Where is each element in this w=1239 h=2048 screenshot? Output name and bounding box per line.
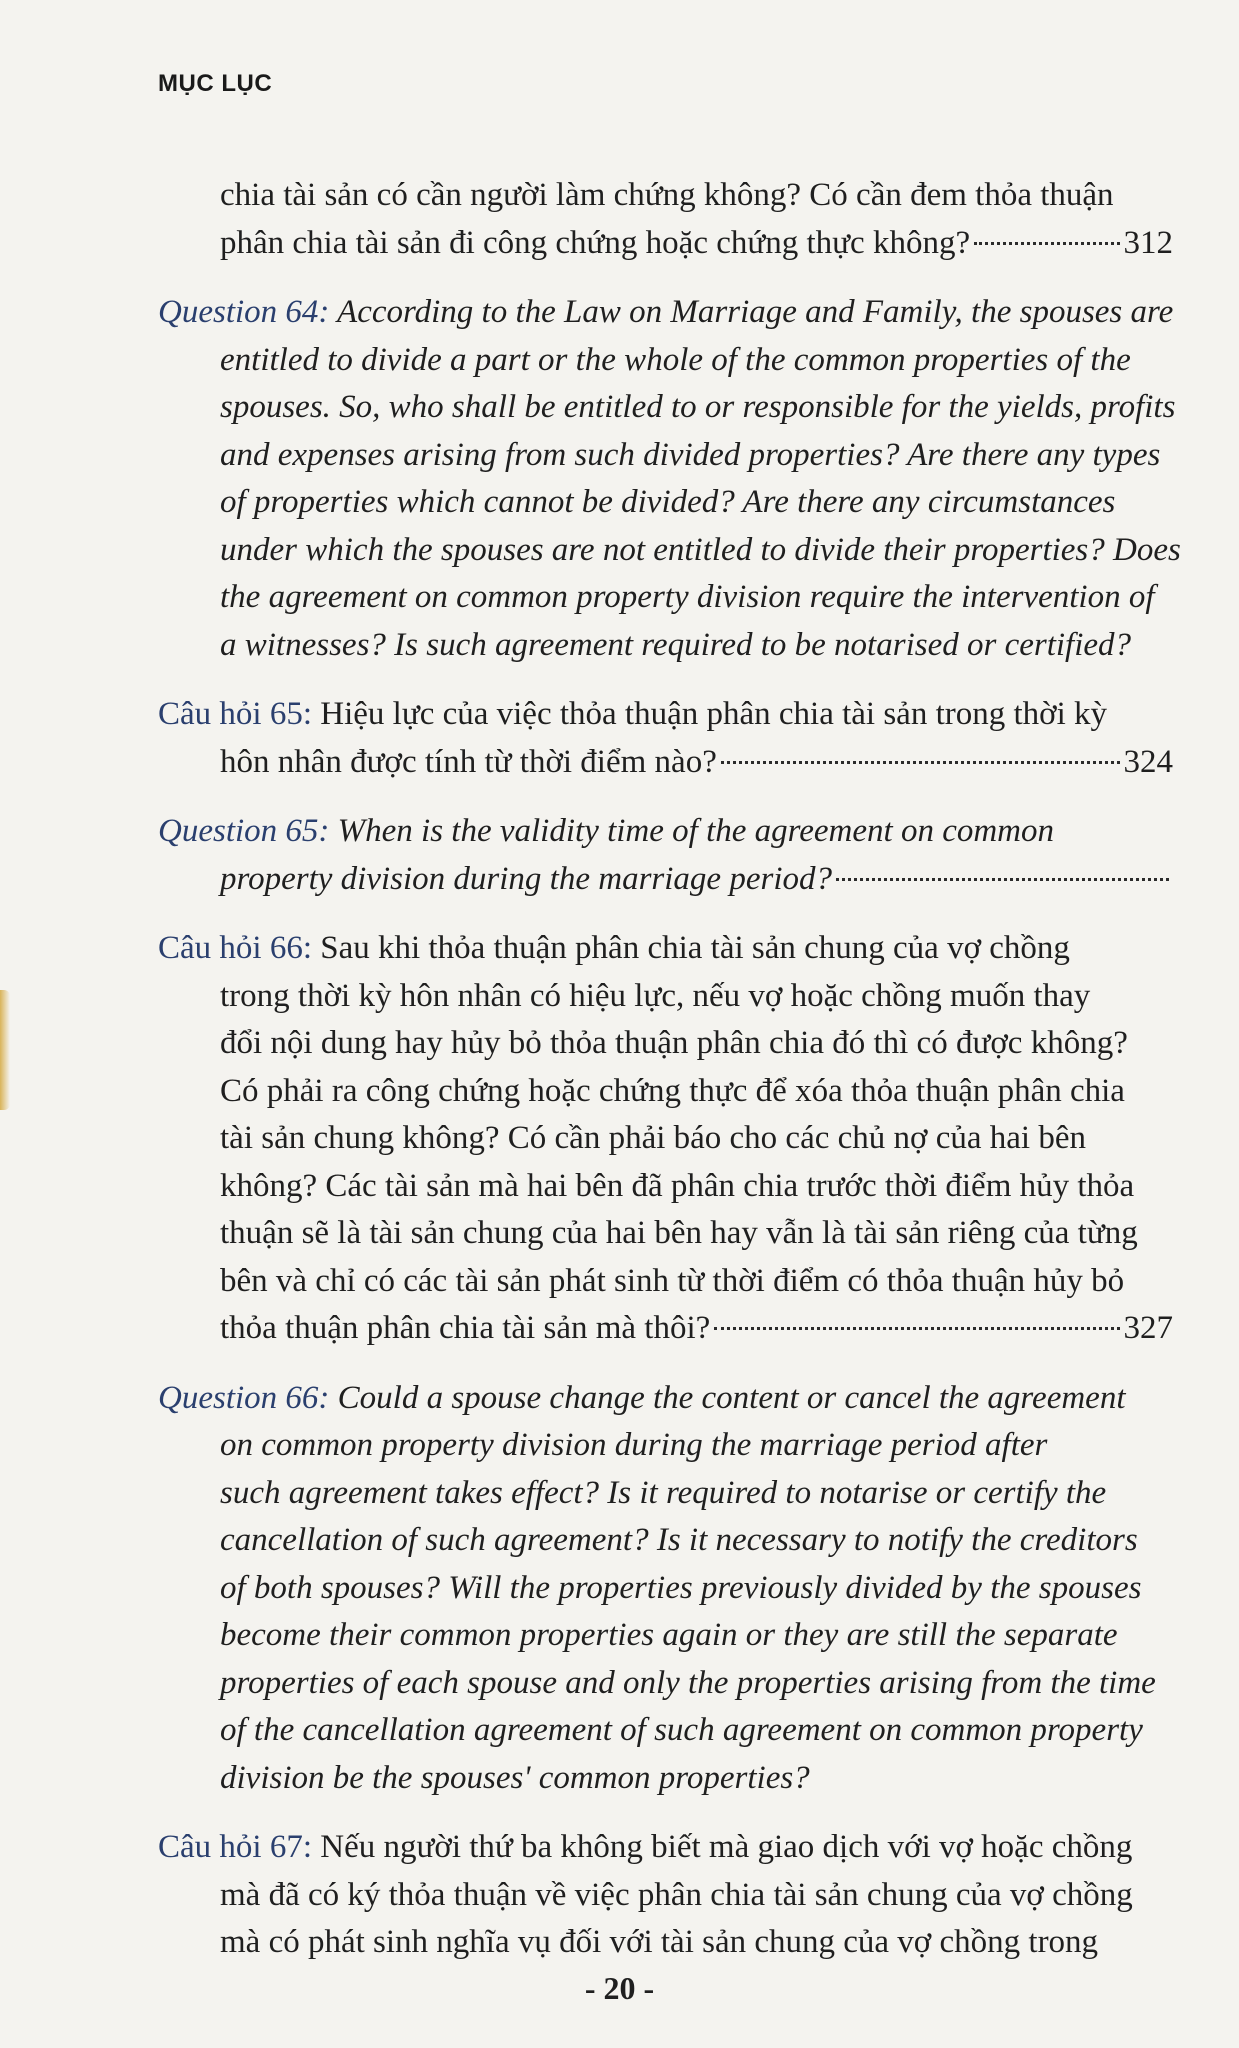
toc-page-number: 327 — [1123, 1310, 1173, 1346]
toc-line-text: such agreement takes effect? Is it required to notarise or certify the — [220, 1474, 1107, 1511]
toc-line-text: property division during the marriage period? — [220, 860, 832, 897]
toc-line — [220, 622, 1173, 670]
toc-page-number: 312 — [1123, 224, 1173, 261]
toc-line-text: on common property division during the marriage period after — [220, 1427, 1048, 1463]
dot-leader — [836, 878, 1169, 881]
toc-line — [158, 691, 1173, 739]
toc-entry-vietnamese — [158, 925, 1173, 1353]
dot-leader — [721, 761, 1120, 764]
toc-line — [158, 925, 1173, 973]
toc-line — [158, 289, 1174, 337]
toc-line — [220, 1305, 1173, 1353]
table-of-contents — [158, 172, 1181, 1989]
toc-line-text: hôn nhân được tính từ thời điểm nào? — [220, 743, 717, 780]
page-edge-tint — [0, 990, 10, 1110]
toc-line-text: of both spouses? Will the properties previously divided by the spouses — [220, 1569, 1142, 1606]
toc-line-text: According to the Law on Marriage and Family, the spouses are — [329, 294, 1174, 330]
toc-line-text: the agreement on common property division require the intervention of — [220, 579, 1155, 615]
toc-line-text: Có phải ra công chứng hoặc chứng thực để xóa thỏa thuận phân chia — [220, 1072, 1125, 1109]
toc-line-text: mà có phát sinh nghĩa vụ đối với tài sản chung của vợ chồng trong — [220, 1924, 1099, 1960]
toc-line — [220, 220, 1173, 268]
toc-line — [220, 1612, 1173, 1660]
toc-line-text: Sau khi thỏa thuận phân chia tài sản chung của vợ chồng — [312, 930, 1070, 966]
toc-line-text: become their common properties again or they are still the separate — [220, 1617, 1118, 1653]
toc-line — [220, 739, 1173, 787]
toc-line — [220, 1115, 1173, 1163]
toc-line-text: thỏa thuận phân chia tài sản mà thôi? — [220, 1310, 711, 1346]
toc-line — [220, 1210, 1173, 1258]
toc-line — [220, 574, 1173, 622]
toc-line-text: a witnesses? Is such agreement required to be notarised or certified? — [220, 626, 1132, 663]
toc-line-text: tài sản chung không? Có cần phải báo cho các chủ nợ của hai bên — [220, 1120, 1086, 1156]
question-label: Câu hỏi 65: — [158, 696, 312, 732]
toc-line-text: When is the validity time of the agreement on common — [329, 813, 1055, 849]
toc-entry-english — [158, 1375, 1173, 1803]
toc-line-text: bên và chỉ có các tài sản phát sinh từ thời điểm có thỏa thuận hủy bỏ — [220, 1262, 1125, 1299]
toc-line — [220, 1565, 1173, 1613]
toc-entry-english — [158, 808, 1173, 903]
toc-line — [220, 1422, 1173, 1470]
dot-leader — [714, 1327, 1119, 1330]
toc-line-text: spouses. So, who shall be entitled to or responsible for the yields, profits — [220, 389, 1176, 425]
toc-line-text: chia tài sản có cần người làm chứng không? Có cần đem thỏa thuận — [220, 177, 1114, 213]
toc-line-text: under which the spouses are not entitled to divide their properties? Does — [220, 531, 1181, 568]
question-label: Question 64: — [158, 294, 330, 330]
toc-line — [220, 1755, 1173, 1803]
toc-line — [220, 384, 1176, 432]
toc-line — [220, 856, 1173, 904]
toc-line — [220, 479, 1173, 527]
toc-line-text: Nếu người thứ ba không biết mà giao dịch với vợ hoặc chồng — [312, 1829, 1133, 1865]
toc-line — [158, 1375, 1173, 1423]
toc-line — [220, 527, 1181, 575]
toc-line — [220, 1872, 1173, 1920]
toc-line — [220, 973, 1173, 1021]
dot-leader — [974, 242, 1119, 245]
toc-line-text: properties of each spouse and only the properties arising from the time — [220, 1664, 1156, 1701]
question-label: Câu hỏi 66: — [158, 930, 312, 966]
toc-line — [220, 1163, 1173, 1211]
toc-line — [220, 1919, 1173, 1967]
page-number: - 20 - — [584, 1970, 655, 2006]
toc-line-text: of the cancellation agreement of such agreement on common property — [220, 1712, 1143, 1748]
toc-line-text: đổi nội dung hay hủy bỏ thỏa thuận phân chia đó thì có được không? — [220, 1025, 1128, 1061]
toc-line — [158, 1824, 1173, 1872]
toc-line-text: of properties which cannot be divided? Are there any circumstances — [220, 484, 1116, 520]
toc-line-text: thuận sẽ là tài sản chung của hai bên hay vẫn là tài sản riêng của từng — [220, 1215, 1138, 1251]
toc-line — [220, 1068, 1173, 1116]
toc-line-text: and expenses arising from such divided properties? Are there any types — [220, 436, 1161, 473]
toc-entry-vietnamese — [158, 172, 1173, 267]
toc-line-text: Could a spouse change the content or cancel the agreement — [329, 1379, 1126, 1416]
toc-line — [220, 337, 1173, 385]
running-header: MỤC LỤC — [158, 70, 273, 97]
toc-line — [220, 432, 1173, 480]
toc-line — [158, 808, 1173, 856]
toc-line-text: trong thời kỳ hôn nhân có hiệu lực, nếu vợ hoặc chồng muốn thay — [220, 977, 1091, 1014]
toc-line — [220, 1258, 1173, 1306]
toc-line-text: entitled to divide a part or the whole of the common properties of the — [220, 341, 1131, 378]
toc-line — [220, 1020, 1173, 1068]
question-label: Câu hỏi 67: — [158, 1829, 312, 1865]
toc-line-text: cancellation of such agreement? Is it necessary to notify the creditors — [220, 1522, 1138, 1558]
toc-line — [220, 1660, 1173, 1708]
question-label: Question 65: — [158, 813, 330, 849]
toc-line-text: mà đã có ký thỏa thuận về việc phân chia tài sản chung của vợ chồng — [220, 1876, 1133, 1913]
toc-line — [220, 1517, 1173, 1565]
toc-line-text: division be the spouses' common properties? — [220, 1759, 810, 1796]
toc-line-text: Hiệu lực của việc thỏa thuận phân chia tài sản trong thời kỳ — [312, 696, 1108, 732]
toc-page-number: 324 — [1123, 743, 1173, 780]
toc-line — [220, 172, 1173, 220]
toc-line — [220, 1470, 1173, 1518]
toc-line-text: không? Các tài sản mà hai bên đã phân chia trước thời điểm hủy thỏa — [220, 1167, 1135, 1204]
toc-entry-vietnamese — [158, 1824, 1173, 1967]
toc-line-text: phân chia tài sản đi công chứng hoặc chứng thực không? — [220, 224, 971, 261]
toc-line — [220, 1707, 1173, 1755]
toc-entry-english — [158, 289, 1181, 669]
question-label: Question 66: — [158, 1379, 330, 1416]
toc-entry-vietnamese — [158, 691, 1173, 786]
